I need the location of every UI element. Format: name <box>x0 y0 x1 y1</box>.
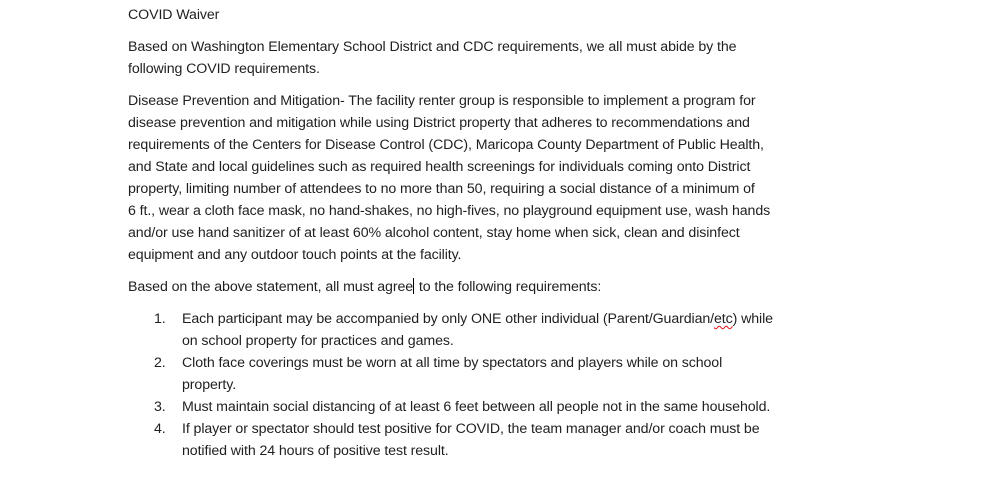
text-line: and/or use hand sanitizer of at least 60% alcohol content, stay home when sick, clean and disinfect <box>128 225 740 241</box>
requirements-list <box>128 308 848 462</box>
list-number: 2. <box>154 355 166 371</box>
text-line: Cloth face coverings must be worn at all time by spectators and players while on school <box>182 355 723 371</box>
text-line: 6 ft., wear a cloth face mask, no hand-shakes, no high-fives, no playground equipment use, wash hands <box>128 203 771 219</box>
list-text: ) while <box>732 311 773 327</box>
text-line: property, limiting number of attendees to no more than 50, requiring a social distance of a minimum of <box>128 181 755 197</box>
text-line: and State and local guidelines such as required health screenings for individuals coming onto District <box>128 159 751 175</box>
text-line: equipment and any outdoor touch points at the facility. <box>128 247 462 263</box>
text-line: disease prevention and mitigation while using District property that adheres to recommendations and <box>128 115 750 131</box>
list-item <box>128 308 848 352</box>
text-line: following COVID requirements. <box>128 61 320 77</box>
prevention-paragraph <box>128 90 848 266</box>
spelling-flag[interactable]: etc <box>714 311 733 327</box>
document-page[interactable] <box>128 4 848 462</box>
text-line: notified with 24 hours of positive test result. <box>182 443 449 459</box>
text-cursor <box>413 278 414 294</box>
list-item <box>128 352 848 396</box>
text-line: If player or spectator should test positive for COVID, the team manager and/or coach must be <box>182 421 760 437</box>
agree-text-end: to the following requirements: <box>415 279 602 295</box>
text-line: requirements of the Centers for Disease Control (CDC), Maricopa County Department of Public Health, <box>128 137 764 153</box>
list-number: 4. <box>154 421 166 437</box>
list-item <box>128 396 848 418</box>
text-line: Based on Washington Elementary School District and CDC requirements, we all must abide by the <box>128 39 737 55</box>
text-line <box>128 276 848 298</box>
list-text: Each participant may be accompanied by only ONE other individual (Parent/Guardian/ <box>182 311 715 327</box>
text-line: property. <box>182 377 237 393</box>
text-line <box>182 308 848 330</box>
list-number: 1. <box>154 311 166 327</box>
text-line: Must maintain social distancing of at least 6 feet between all people not in the same household. <box>182 399 771 415</box>
agree-text-start: Based on the above statement, all must agree <box>128 279 414 295</box>
agreement-paragraph <box>128 276 848 298</box>
text-line: Disease Prevention and Mitigation- The facility renter group is responsible to implement a program for <box>128 93 756 109</box>
list-number: 3. <box>154 399 166 415</box>
intro-paragraph <box>128 36 848 80</box>
document-title: COVID Waiver <box>128 7 220 23</box>
list-item <box>128 418 848 462</box>
text-line: on school property for practices and games. <box>182 333 454 349</box>
